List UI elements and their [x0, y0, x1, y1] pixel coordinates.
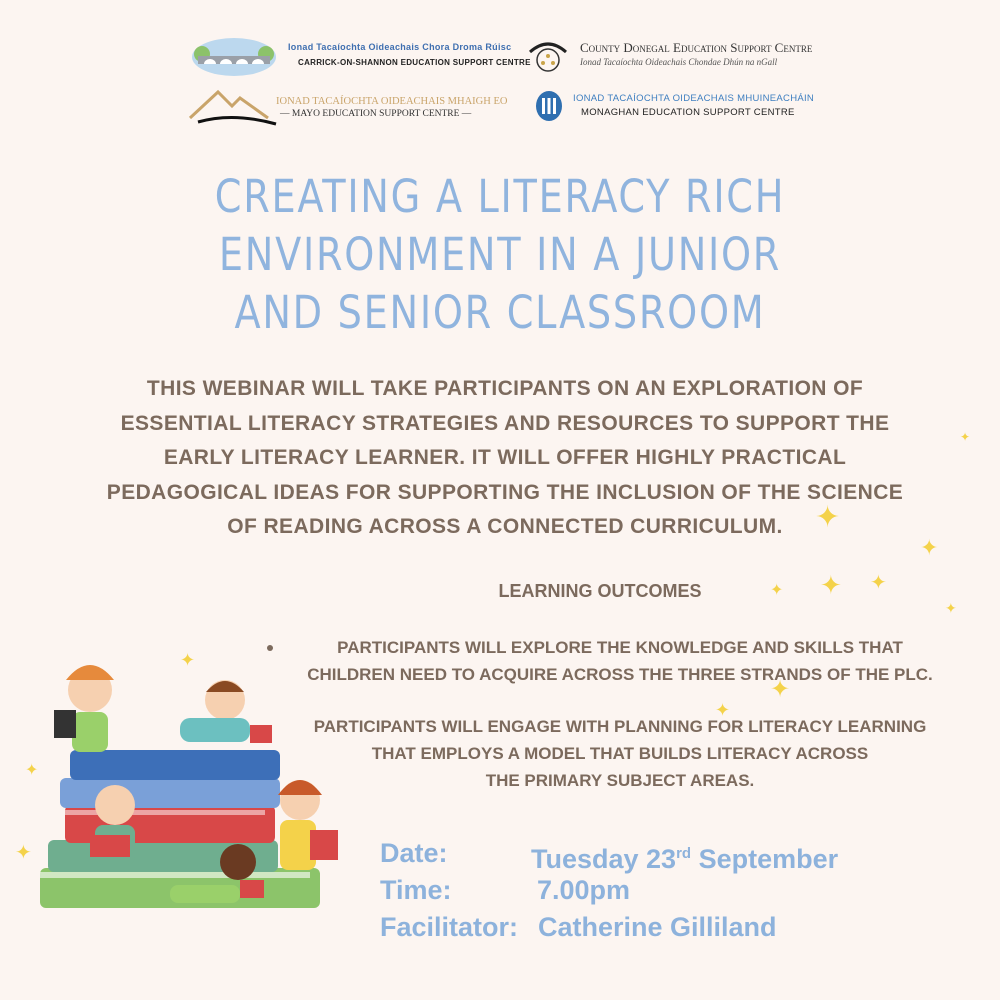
- webinar-title: [75, 168, 925, 342]
- logo-line2: Ionad Tacaíochta Oideachais Chondae Dhún na nGall: [580, 57, 778, 67]
- facilitator-value: Catherine Gilliland: [538, 912, 777, 942]
- outcome-line: PARTICIPANTS WILL EXPLORE THE KNOWLEDGE AND SKILLS THAT: [337, 638, 903, 657]
- facilitator-row: [380, 909, 940, 946]
- logo-line1: Ionad Tacaíochta Oideachais Chora Droma Rúisc: [288, 42, 512, 52]
- logo-line2: — MAYO EDUCATION SUPPORT CENTRE —: [280, 109, 472, 119]
- monaghan-logo-icon: [535, 90, 563, 122]
- children-reading-books-illustration: [10, 600, 350, 920]
- title-line: AND SENIOR CLASSROOM: [234, 286, 766, 339]
- sparkle-icon: ✦: [820, 570, 842, 600]
- date-month: September: [698, 844, 839, 874]
- sparkle-icon: ✦: [960, 430, 971, 444]
- logo-line2: MONAGHAN EDUCATION SUPPORT CENTRE: [581, 107, 795, 118]
- donegal-logo-icon: [528, 38, 568, 74]
- outcome-line: PARTICIPANTS WILL ENGAGE WITH PLANNING FOR LITERACY LEARNING: [313, 717, 927, 736]
- date-day: Tuesday 23: [531, 844, 677, 874]
- bridge-logo-icon: [190, 36, 278, 78]
- logo-line1: IONAD TACAÍOCHTA OIDEACHAIS MHUINEACHÁIN: [573, 93, 815, 104]
- logo-line1: IONAD TACAÍOCHTA OIDEACHAIS MHAIGH EO: [276, 96, 508, 107]
- sparkle-icon: ✦: [715, 700, 731, 720]
- learning-outcome-item: [270, 634, 970, 688]
- facilitator-label: Facilitator:: [380, 912, 519, 942]
- sparkle-icon: ✦: [815, 501, 841, 534]
- child-redhair-icon: [278, 780, 338, 870]
- logo-line2: CARRICK-ON-SHANNON EDUCATION SUPPORT CENTRE: [298, 58, 531, 67]
- sparkle-icon: ✦: [15, 842, 32, 864]
- learning-outcome-item: [270, 713, 970, 794]
- logo-monaghan: [535, 90, 835, 126]
- logo-donegal: [528, 36, 828, 76]
- sparkle-icon: ✦: [770, 676, 791, 703]
- time-value: 7.00pm: [537, 875, 631, 905]
- outcome-line: THAT EMPLOYS A MODEL THAT BUILDS LITERACY ACROSS: [371, 744, 869, 763]
- outcome-line: CHILDREN NEED TO ACQUIRE ACROSS THE THREE STRANDS OF THE PLC.: [307, 665, 933, 684]
- date-suffix: rd: [676, 845, 692, 862]
- logo-line1: County Donegal Education Support Centre: [580, 40, 813, 55]
- logo-carrick: [190, 36, 531, 76]
- title-line: ENVIRONMENT IN A JUNIOR: [218, 228, 782, 281]
- child-boy-icon: [180, 680, 272, 743]
- event-details: [380, 835, 940, 946]
- outcome-line: THE PRIMARY SUBJECT AREAS.: [485, 771, 755, 790]
- title-line: CREATING A LITERACY RICH: [214, 170, 786, 223]
- sparkle-icon: ✦: [180, 650, 196, 670]
- sparkle-icon: ✦: [770, 582, 784, 599]
- sparkle-icon: ✦: [945, 600, 957, 616]
- sparkle-icon: ✦: [920, 535, 939, 560]
- logo-mayo: [188, 88, 518, 128]
- description-line: OF READING ACROSS A CONNECTED CURRICULUM.: [227, 515, 783, 538]
- learning-outcomes-heading: LEARNING OUTCOMES: [498, 581, 702, 601]
- child-girl-icon: [54, 665, 114, 752]
- description-line: EARLY LITERACY LEARNER. IT WILL OFFER HIGHLY PRACTICAL: [163, 446, 847, 469]
- description-line: ESSENTIAL LITERACY STRATEGIES AND RESOURCES TO SUPPORT THE: [120, 411, 890, 435]
- time-row: [380, 872, 940, 909]
- description-line: THIS WEBINAR WILL TAKE PARTICIPANTS ON AN EXPLORATION OF: [146, 377, 864, 400]
- description-line: PEDAGOGICAL IDEAS FOR SUPPORTING THE INCLUSION OF THE SCIENCE: [106, 480, 904, 504]
- sparkle-icon: ✦: [25, 762, 39, 779]
- mountain-logo-icon: [188, 88, 278, 126]
- sparkle-icon: ✦: [870, 572, 887, 594]
- date-row: [380, 835, 940, 872]
- date-label: Date:: [380, 838, 448, 868]
- book-stack-icon: [40, 750, 320, 908]
- time-label: Time:: [380, 875, 452, 905]
